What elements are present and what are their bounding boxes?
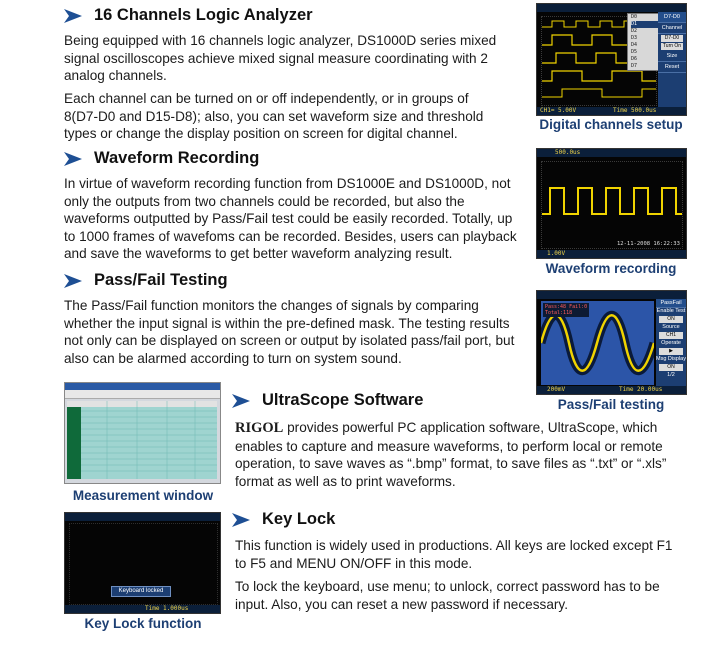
keylock-paragraph-2 bbox=[235, 578, 695, 613]
square-wave-trace bbox=[542, 162, 682, 248]
menu-page-indicator[interactable]: 1/2 bbox=[667, 372, 675, 378]
text-line: to 1000 frames of wavefoms can be recorded. Besides, users can playback bbox=[64, 228, 517, 244]
counter-line: Total:118 bbox=[545, 310, 573, 316]
text-line: format as well as to print waveforms. bbox=[235, 473, 456, 489]
keylock-heading bbox=[232, 510, 335, 529]
screen-status-bar bbox=[537, 107, 686, 115]
passfail-heading bbox=[64, 271, 228, 290]
status-left: 200mV bbox=[547, 386, 566, 393]
channel-item[interactable]: D2 bbox=[631, 28, 638, 34]
status-right: Time 20.00us bbox=[619, 386, 663, 393]
chevron-right-icon bbox=[232, 394, 250, 408]
ultrascope-heading-text: UltraScope Software bbox=[262, 391, 424, 409]
screen-status-bar bbox=[537, 386, 686, 394]
menu-item-msg-display[interactable]: Msg Display bbox=[656, 356, 686, 362]
measurement-table bbox=[67, 401, 217, 479]
text-line: only the outputs from two channels could be recorded, but also the bbox=[64, 193, 465, 209]
screen-top-bar bbox=[537, 149, 686, 157]
passfail-side-menu bbox=[656, 299, 686, 386]
channel-item[interactable]: D7 bbox=[631, 63, 638, 69]
channel-item[interactable]: D3 bbox=[631, 35, 638, 41]
menu-button-turn-on[interactable]: Turn On bbox=[662, 43, 682, 49]
chevron-right-icon bbox=[64, 274, 82, 288]
text-line: and save the waveforms to get better waveform analyzing result. bbox=[64, 246, 453, 262]
screen-grid bbox=[541, 161, 683, 249]
datetime-label: 12-11-2008 16:22:33 bbox=[617, 241, 680, 247]
menu-value-msg-display[interactable]: ON bbox=[659, 364, 683, 371]
screen-top-bar bbox=[537, 4, 686, 12]
rigol-brand: RIGOL bbox=[235, 420, 284, 436]
status-left: CH1= 5.00V bbox=[540, 107, 577, 114]
text-line: To lock the keyboard, use menu; to unlock, correct password has to be bbox=[235, 579, 660, 594]
digital-side-menu bbox=[658, 12, 686, 107]
channel-list bbox=[627, 13, 659, 71]
text-line: also can be alarmed according to turn on system sound. bbox=[64, 350, 402, 366]
chevron-right-icon bbox=[232, 513, 250, 527]
menu-button-d7-d0[interactable]: D7-D0 bbox=[661, 35, 683, 42]
keylock-paragraph-1 bbox=[235, 537, 695, 572]
menu-title: PassFail bbox=[656, 299, 686, 308]
passfail-screen bbox=[536, 290, 687, 395]
recording-paragraph bbox=[64, 175, 534, 263]
screen-status-bar bbox=[65, 605, 220, 613]
keylock-heading-text: Key Lock bbox=[262, 510, 336, 528]
recording-heading-text: Waveform Recording bbox=[94, 149, 260, 167]
passfail-caption: Pass/Fail testing bbox=[557, 397, 665, 412]
channel-item[interactable]: D1 bbox=[631, 21, 658, 28]
logic-paragraph-1 bbox=[64, 32, 524, 85]
status-right: Time 1.000us bbox=[145, 605, 189, 612]
text-line: waveforms outputted by Pass/Fail test could be easily recorded. Totally, up bbox=[64, 211, 513, 227]
screen-top-bar bbox=[537, 291, 686, 299]
keylock-screen bbox=[64, 512, 221, 614]
menu-item-channel[interactable]: Channel bbox=[658, 23, 686, 34]
menu-value-operate[interactable]: ▶ bbox=[659, 348, 683, 355]
text-fragment: provides powerful PC application software, UltraScope, which bbox=[283, 420, 658, 435]
text-line: signal oscilloscopes achieve mixed signal measure coordinating with 2 bbox=[64, 50, 488, 66]
text-line: The Pass/Fail function monitors the changes of signals by comparing bbox=[64, 298, 479, 313]
window-titlebar bbox=[65, 383, 220, 390]
status-left: 1.00V bbox=[547, 250, 566, 257]
channel-item[interactable]: D4 bbox=[631, 42, 638, 48]
ultrascope-paragraph bbox=[235, 419, 695, 490]
screen-status-bar bbox=[537, 250, 686, 258]
chevron-right-icon bbox=[64, 152, 82, 166]
text-line bbox=[235, 419, 695, 438]
menu-item-size[interactable]: Size bbox=[658, 51, 686, 62]
status-right: Time 500.0us bbox=[613, 107, 657, 114]
text-line: not only can be displayed on screen or output by isolated pass/fail port, but bbox=[64, 333, 515, 349]
text-line: Each channel can be turned on or off independently, or in groups of bbox=[64, 91, 469, 106]
text-line: analog channels. bbox=[64, 68, 167, 84]
text-line: to F5 and MENU ON/OFF in this mode. bbox=[235, 555, 473, 571]
channel-item[interactable]: D0 bbox=[631, 14, 638, 20]
text-line: This function is widely used in productions. All keys are locked except F1 bbox=[235, 538, 673, 553]
passfail-counter bbox=[543, 303, 589, 317]
menu-item-source[interactable]: Source bbox=[662, 324, 680, 330]
passfail-heading-text: Pass/Fail Testing bbox=[94, 271, 228, 289]
recording-screen bbox=[536, 148, 687, 259]
recording-heading bbox=[64, 149, 259, 168]
mask-area bbox=[541, 301, 654, 385]
digital-channels-caption: Digital channels setup bbox=[539, 117, 683, 132]
measurement-window-caption: Measurement window bbox=[72, 488, 214, 503]
text-line: operation, to save waves as “.bmp” format, to save files as “.txt” or “.xls” bbox=[235, 456, 667, 472]
text-line: input. Also, you can reset a new password if necessary. bbox=[235, 596, 568, 612]
counter-line: Pass:48 Fail:0 bbox=[545, 304, 588, 310]
text-line: In virtue of waveform recording function from DS1000E and DS1000D, not bbox=[64, 176, 511, 191]
menu-item-operate[interactable]: Operate bbox=[661, 340, 681, 346]
text-line: enables to capture and measure waveforms, to perform local or remote bbox=[235, 438, 663, 454]
timebase-label: 500.0us bbox=[555, 149, 581, 156]
passfail-paragraph bbox=[64, 297, 534, 367]
menu-title: D7-D0 bbox=[658, 12, 686, 23]
logic-heading-text: 16 Channels Logic Analyzer bbox=[94, 6, 313, 24]
screen-top-bar bbox=[65, 513, 220, 521]
menu-value-enable[interactable]: ON bbox=[659, 316, 683, 323]
text-line: 8(D7-D0 and D15-D8); also, you can set waveform size and threshold bbox=[64, 108, 484, 124]
measurement-table-grid bbox=[67, 401, 217, 479]
text-line: whether the input signal is within the pre-defined mask. The testing results bbox=[64, 315, 510, 331]
logic-paragraph-2 bbox=[64, 90, 524, 143]
recording-caption: Waveform recording bbox=[545, 261, 677, 276]
digital-channels-screen bbox=[536, 3, 687, 116]
channel-item[interactable]: D5 bbox=[631, 49, 638, 55]
text-line: Being equipped with 16 channels logic analyzer, DS1000D series mixed bbox=[64, 33, 497, 48]
keyboard-locked-message: Keyboard locked bbox=[111, 586, 171, 597]
ultrascope-heading bbox=[232, 391, 423, 410]
text-line: types or change the display position on screen for digital channel. bbox=[64, 126, 458, 142]
menu-item-reset[interactable]: Reset bbox=[658, 62, 686, 73]
window-toolbar bbox=[65, 390, 220, 399]
chevron-right-icon bbox=[64, 9, 82, 23]
measurement-window-screen bbox=[64, 382, 221, 484]
menu-value-source[interactable]: CH1 bbox=[659, 332, 683, 339]
channel-item[interactable]: D6 bbox=[631, 56, 638, 62]
menu-item-enable-test[interactable]: Enable Test bbox=[656, 308, 686, 314]
keylock-caption: Key Lock function bbox=[84, 616, 202, 631]
logic-heading bbox=[64, 6, 313, 25]
